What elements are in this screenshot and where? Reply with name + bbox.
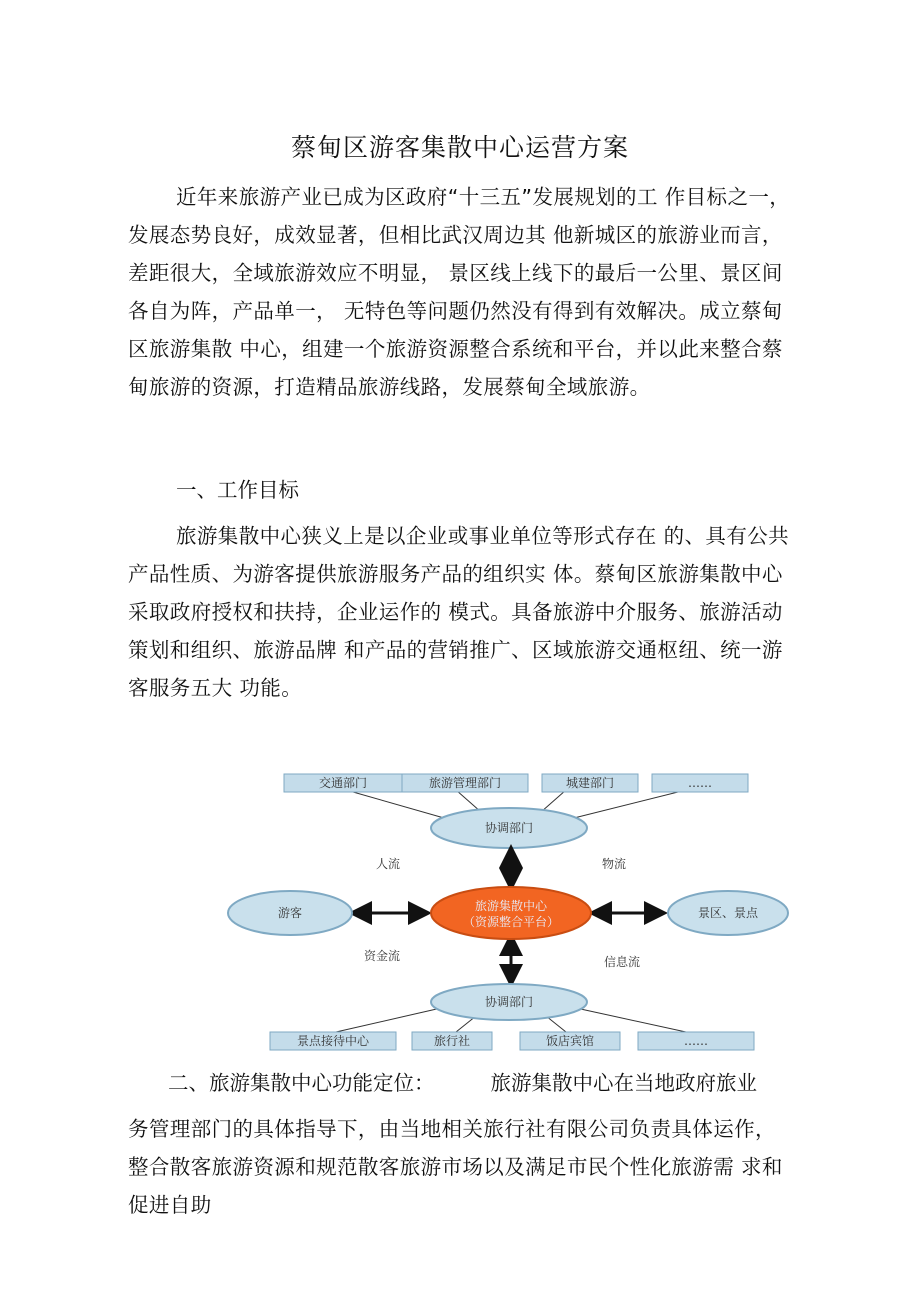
flow-label-info: 信息流 — [604, 955, 641, 969]
svg-text:景点接待中心: 景点接待中心 — [296, 1034, 370, 1048]
top-box-tourism-admin — [402, 774, 528, 792]
svg-text:饭店宾馆: 饭店宾馆 — [545, 1034, 595, 1048]
scenic-spot-node — [668, 891, 788, 935]
goals-paragraph: 旅游集散中心狭义上是以企业或事业单位等形式存在 的、具有公共产品性质、为游客提供旅游服务产品的组织实 体。蔡甸区旅游集散中心采取政府授权和扶持，企业运作的 模式。具备旅游中介服务、旅游活动策划和组织、旅游品牌 和产品的营销推广、区域旅游交通枢纽、统一游客服务五大 功能。 — [128, 524, 790, 700]
svg-text:旅行社: 旅行社 — [433, 1034, 471, 1048]
top-box-more — [652, 774, 748, 792]
bottom-box-travel-agency — [412, 1032, 492, 1050]
svg-text:协调部门: 协调部门 — [484, 995, 534, 1009]
section-heading-positioning: 二、旅游集散中心功能定位： — [168, 1071, 435, 1095]
positioning-text-start: 旅游集散中心在当地政府旅业 — [490, 1071, 757, 1095]
flow-label-goods: 物流 — [602, 857, 627, 871]
document-title: 蔡甸区游客集散中心运营方案 — [290, 133, 629, 162]
svg-text:城建部门: 城建部门 — [565, 776, 615, 790]
svg-text:旅游管理部门: 旅游管理部门 — [428, 776, 502, 790]
svg-text:旅游集散中心: 旅游集散中心 — [474, 899, 548, 913]
flow-label-people: 人流 — [376, 857, 401, 871]
svg-text:……: …… — [688, 776, 712, 790]
top-coordination-node — [431, 808, 587, 848]
positioning-paragraph: 务管理部门的具体指导下，由当地相关旅行社有限公司负责具体运作， 整合散客旅游资源和规范散客旅游市场以及满足市民个性化旅游需 求和促进自助 — [128, 1117, 783, 1217]
svg-text:……: …… — [684, 1034, 708, 1048]
bottom-box-more — [638, 1032, 754, 1050]
top-box-transport — [284, 774, 402, 792]
bottom-box-reception-center — [270, 1032, 396, 1050]
svg-text:协调部门: 协调部门 — [484, 821, 534, 835]
intro-paragraph: 近年来旅游产业已成为区政府“十三五”发展规划的工 作目标之一，发展态势良好，成效显著，但相比武汉周边其 他新城区的旅游业而言，差距很大，全域旅游效应不明显， 景区线上线下的最后一公里、景区间各自为阵，产品单一， 无特色等问题仍然没有得到有效解决。成立蔡甸区旅游集散 中心，组建一个旅游资源整合系统和平台，并以此来整合蔡 甸旅游的资源，打造精品旅游线路，发展蔡甸全域旅游。 — [128, 185, 791, 399]
svg-text:（资源整合平台）: （资源整合平台） — [462, 915, 560, 929]
section-heading-positioning-line — [168, 1066, 757, 1096]
bottom-coordination-node — [431, 984, 587, 1020]
svg-text:景区、景点: 景区、景点 — [697, 906, 759, 920]
center-node — [431, 887, 591, 939]
organization-diagram — [226, 770, 792, 1052]
flow-label-money: 资金流 — [364, 949, 401, 963]
svg-text:游客: 游客 — [277, 906, 303, 920]
svg-text:交通部门: 交通部门 — [318, 776, 368, 790]
bottom-box-hotel — [520, 1032, 620, 1050]
tourist-node — [228, 891, 352, 935]
top-box-urban-construction — [542, 774, 638, 792]
section-heading-work-goals: 一、工作目标 — [176, 478, 299, 502]
